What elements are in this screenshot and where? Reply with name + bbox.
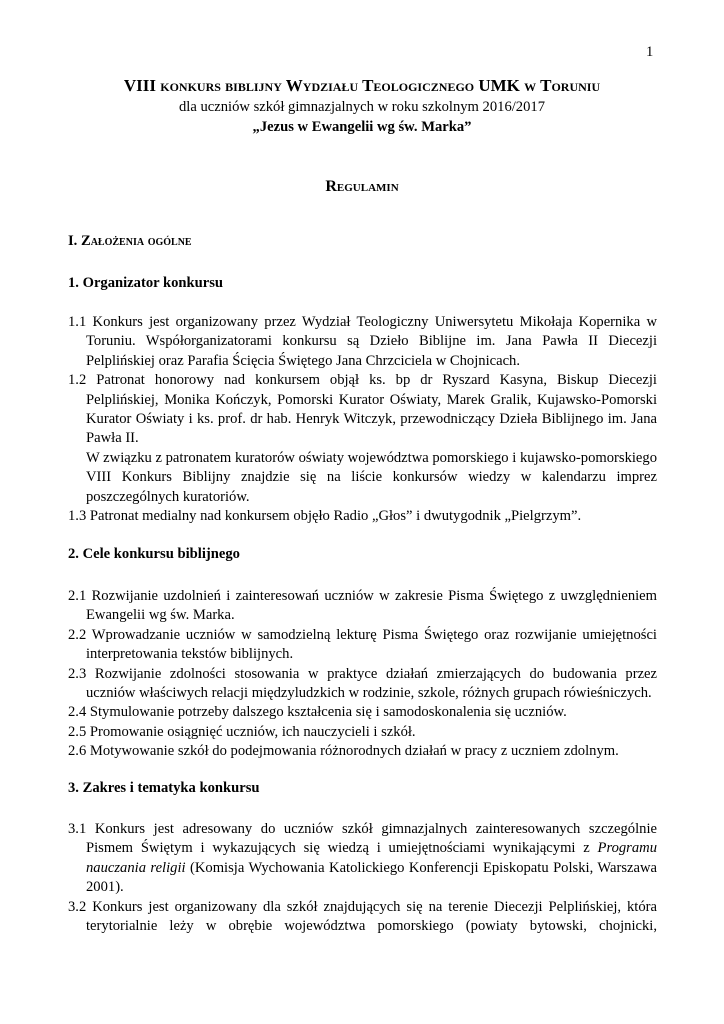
regulamin-heading: Regulamin (325, 178, 399, 195)
document-theme: „Jezus w Ewangelii wg św. Marka” (252, 119, 472, 135)
list-item: 1.2 Patronat honorowy nad konkursem objął ks. bp dr Ryszard Kasyna, Biskup Diecezji Pelplińskiej, Monika Kończyk, Pomorski Kurator Oświaty, Marek Gralik, Kujawsko-Pomorski Kurator Oświaty i ks. prof. dr hab. Henryk Witczyk, przewodniczący Dzieła Biblijnego im. Jana Pawła II. (68, 372, 657, 447)
item-text: 3.1 Konkurs jest adresowany do uczniów szkół gimnazjalnych zainteresowanych szczególnie Pismem Świętym i wykazujących się wiedzą i umiejętnościami wynikającymi z (68, 821, 657, 857)
part-heading: I. Założenia ogólne (68, 233, 192, 249)
list-item: 2.5 Promowanie osiągnięć uczniów, ich nauczycieli i szkół. (68, 723, 416, 740)
list-item: 1.3 Patronat medialny nad konkursem objęło Radio „Głos” i dwutygodnik „Pielgrzym”. (68, 508, 582, 525)
list-item: 2.6 Motywowanie szkół do podejmowania różnorodnych działań w pracy z uczniem zdolnym. (68, 743, 619, 760)
section-heading: 3. Zakres i tematyka konkursu (68, 780, 260, 796)
list-item: W związku z patronatem kuratorów oświaty województwa pomorskiego i kujawsko-pomorskiego VIII Konkurs Biblijny znajdzie się na liście konkursów wiedzy w kalendarzu imprez poszczególnych kuratoriów. (86, 449, 657, 505)
program-title: Programu nauczania religii (86, 840, 657, 876)
document-subtitle: dla uczniów szkół gimnazjalnych w roku szkolnym 2016/2017 (179, 99, 545, 115)
list-item: 2.2 Wprowadzanie uczniów w samodzielną lekturę Pisma Świętego oraz rozwijanie umiejętności interpretowania tekstów biblijnych. (68, 626, 657, 663)
section-items (68, 820, 657, 936)
item-text: (Komisja Wychowania Katolickiego Konferencji Episkopatu Polski, Warszawa 2001). (86, 859, 657, 896)
section-heading: 1. Organizator konkursu (68, 275, 224, 291)
document-title (0, 76, 724, 96)
section-items (68, 587, 657, 762)
title-text: konkurs biblijny Wydziału Teologicznego UMK w Toruniu (160, 76, 601, 95)
title-number: VIII (123, 76, 156, 95)
list-item: 2.3 Rozwijanie zdolności stosowania w praktyce działań zmierzających do budowania przez uczniów właściwych relacji międzyludzkich w rodzinie, szkole, różnych grupach rówieśniczych. (68, 665, 657, 702)
list-item (68, 820, 657, 898)
list-item: 2.1 Rozwijanie uzdolnień i zainteresowań uczniów w zakresie Pisma Świętego z uwzględnieniem Ewangelii wg św. Marka. (68, 588, 657, 624)
list-item: 3.2 Konkurs jest organizowany dla szkół znajdujących się na terenie Diecezji Pelplińskiej, która terytorialnie leży w obrębie województwa pomorskiego (powiaty bytowski, chojnicki, (68, 898, 657, 935)
page-number: 1 (646, 44, 654, 60)
list-item: 2.4 Stymulowanie potrzeby dalszego kształcenia się i samodoskonalenia się uczniów. (68, 704, 567, 721)
list-item: 1.1 Konkurs jest organizowany przez Wydział Teologiczny Uniwersytetu Mikołaja Kopernika w Toruniu. Współorganizatorami konkursu są Dzieło Biblijne im. Jana Pawła II Diecezji Pelplińskiej oraz Parafia Ścięcia Świętego Jana Chrzciciela w Chojnicach. (68, 314, 657, 369)
section-heading: 2. Cele konkursu biblijnego (68, 546, 240, 562)
section-items (68, 313, 657, 526)
